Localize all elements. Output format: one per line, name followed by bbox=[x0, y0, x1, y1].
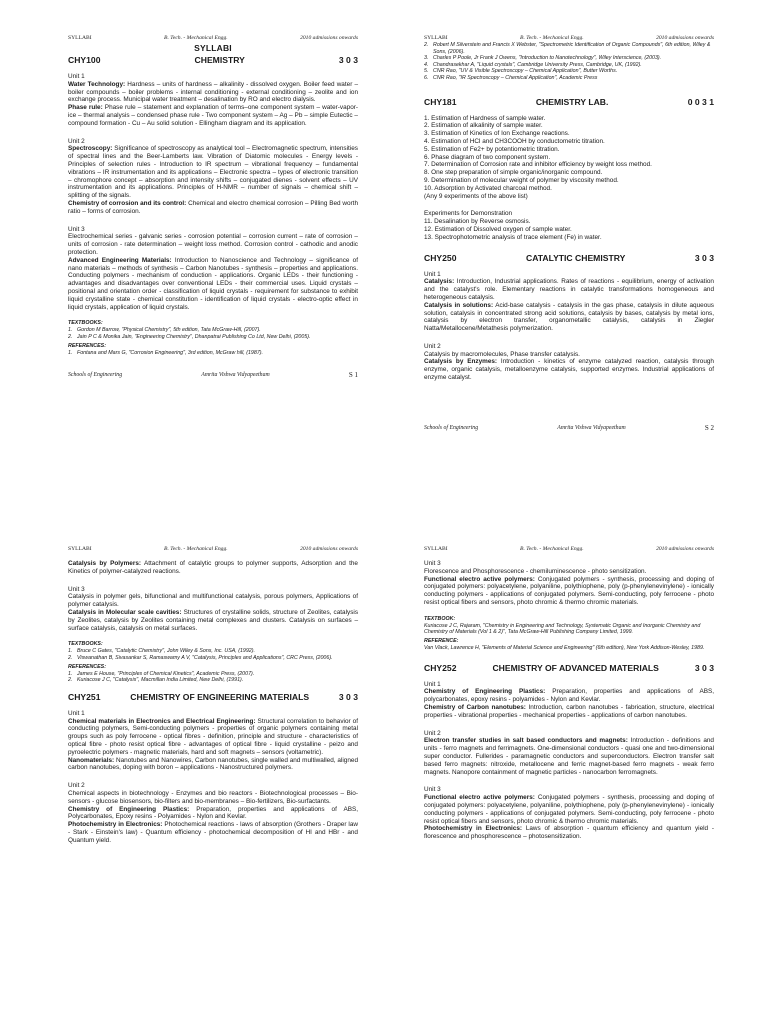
reference-item: 2. Kuriacose J C, "Catalysis", Macmillan India Limited, New Delhi, (1991). bbox=[68, 677, 244, 684]
unit-label: Unit 1 bbox=[68, 73, 85, 80]
textbooks-label: TEXTBOOKS: bbox=[68, 320, 103, 327]
textbook-item: 2. Viswanathan B, Sivasankar S, Ramaswamy A V, "Catalysis, Principles and Applications", CRC Press, (2006). bbox=[68, 654, 333, 661]
list-item: 7. Determination of Corrosion rate and inhibitor efficiency by weight loss method. bbox=[424, 161, 652, 169]
lab-list bbox=[424, 115, 714, 201]
list-item: 5. Estimation of Fe2+ by potentiometric titration. bbox=[424, 145, 560, 153]
topic-text: Chemical aspects in biotechnology - Enzymes and bio reactors - Biotechnological processes – Bio-sensors - glucose biosensors, bio-filters and bio-membranes – Bio-fertilizers, Bio-surfactants. bbox=[68, 789, 358, 805]
list-item: 12. Estimation of Dissolved oxygen of sample water. bbox=[424, 225, 572, 233]
course-name: CHEMISTRY bbox=[194, 55, 245, 65]
course-credits: 3 0 3 bbox=[338, 55, 358, 65]
running-head-left: SYLLABI bbox=[68, 35, 92, 41]
list-item: 11. Desalination by Reverse osmosis. bbox=[424, 218, 531, 226]
topic-text: Catalysis in polymer gels, bifunctional and multifunctional catalysis, porous polymers, Applications of polymer catalysis. bbox=[68, 593, 358, 609]
topic-text: Introduction - definitions and units - ferro magnets and ferrimagnets. One-dimensional conductors - quasi one and two-dimensional super conductor. Fullerides - paramagnetic conductors and superconductors. Electron transfer salt based ferro magnets: nitroxide, metallocene and ferric magnet-based ferro magnets - weak ferro magnets. Nanopore containment of magnetic particles - nanocarbon ferromagnets. bbox=[424, 737, 714, 776]
topic-text: Introduction, Industrial applications. Rates of reactions - equilibrium, energy of activation and the catalyst's role. Elementary reactions in catalytic transformations homogeneous and heterogeneous catalysis. bbox=[424, 278, 714, 301]
running-head-middle: B. Tech. - Mechanical Engg. bbox=[520, 35, 584, 41]
course-code: CHY250 bbox=[424, 252, 457, 263]
topic-text: Chemical and electro chemical corrosion – Pilling Bed worth ratio – forms of corrosion. bbox=[68, 199, 358, 215]
course-heading bbox=[68, 691, 358, 703]
topic-text: Introduction - kinetics of enzyme catalyzed reaction, catalysis through enzyme, organic catalysis, metalloenzyme catalysis, supported enzymes. Industrial applications of enzyme catalyst. bbox=[424, 358, 714, 382]
course-name: CHEMISTRY OF ENGINEERING MATERIALS bbox=[130, 691, 310, 702]
reference-item: 5. CNR Rao, "UV & Visible Spectroscopy – Chemical Application", Butter Worths. bbox=[424, 68, 618, 75]
course-heading bbox=[424, 662, 714, 674]
course-code: CHY100 bbox=[68, 55, 101, 65]
unit-2-continued bbox=[68, 560, 358, 576]
footer-middle: Amrita Vishwa Vidyapeetham bbox=[557, 424, 626, 431]
unit-label: Unit 2 bbox=[68, 782, 85, 790]
topic-text: Structures of crystalline solids, structure of Zeolites, catalysis by Zeolites, catalysis by Zeolites containing metal complexes and clusters. Catalysis on surfaces – surface catalysis, catalysis on metal surfaces. bbox=[68, 608, 359, 632]
footer-left: Schools of Engineering bbox=[68, 372, 123, 379]
topic-text: Preparation, properties and applications of ABS, Polycarbonates, Epoxy resins - Polyamides - Nylon and Kevlar. bbox=[68, 805, 359, 821]
unit-label: Unit 3 bbox=[68, 585, 85, 593]
topic-text: Florescence and Phosphorescence - chemiluminescence - photo sensitization. bbox=[424, 567, 647, 575]
list-item: 10. Adsorption by Activated charcoal method. bbox=[424, 184, 552, 192]
unit-label: Unit 1 bbox=[68, 709, 85, 717]
footer-middle: Amrita Vishwa Vidyapeetham bbox=[201, 372, 270, 379]
topic-heading: Nanomaterials: bbox=[68, 756, 115, 764]
unit-3 bbox=[424, 560, 714, 607]
course-name: CHEMISTRY LAB. bbox=[535, 96, 609, 107]
course-credits: 0 0 3 1 bbox=[687, 96, 714, 107]
course-heading bbox=[424, 96, 714, 108]
course-name: CATALYTIC CHEMISTRY bbox=[526, 252, 626, 263]
topic-heading: Catalysis by Enzymes: bbox=[424, 358, 498, 366]
footer-left: Schools of Engineering bbox=[424, 424, 479, 431]
running-head-right: 2010 admissions onwards bbox=[656, 35, 714, 41]
unit-2 bbox=[424, 343, 714, 382]
list-item: 3. Estimation of Kinetics of Ion Exchange reactions. bbox=[424, 130, 570, 138]
page-s1 bbox=[68, 34, 358, 380]
list-item: 6. Phase diagram of two component system. bbox=[424, 153, 551, 161]
topic-heading: Catalysis: bbox=[424, 278, 455, 286]
topic-heading: Catalysis in Molecular scale cavities: bbox=[68, 608, 182, 616]
references-label: REFERENCE: bbox=[424, 637, 459, 644]
unit-label: Unit 3 bbox=[424, 786, 441, 794]
course-heading bbox=[424, 252, 714, 264]
unit-3b bbox=[424, 786, 714, 841]
reference-item: 3. Charles P Poole, Jr Frank J Owens, "Introduction to Nanotechnology", Wiley Interscience, (2003). bbox=[424, 55, 662, 62]
topic-heading: Phase rule: bbox=[68, 104, 103, 112]
unit-3 bbox=[68, 586, 358, 633]
topic-heading: Water Technology: bbox=[68, 80, 126, 88]
course-credits: 3 0 3 bbox=[338, 691, 358, 702]
unit-2 bbox=[424, 730, 714, 777]
course-code: CHY181 bbox=[424, 96, 457, 107]
course-credits: 3 0 3 bbox=[694, 662, 714, 673]
unit-1 bbox=[424, 271, 714, 333]
course-name: CHEMISTRY OF ADVANCED MATERIALS bbox=[492, 662, 659, 673]
topic-text: Electrochemical series - galvanic series - corrosion potential – corrosion current – rate of corrosion – units of corrosion - rate determination – weight loss method. Corrosion control - cathodic and anodic protection. bbox=[68, 233, 358, 256]
unit-label: Unit 3 bbox=[424, 560, 441, 567]
topic-heading: Catalysis by Polymers: bbox=[68, 560, 142, 567]
running-head bbox=[424, 34, 714, 42]
topic-heading: Chemistry of Engineering Plastics: bbox=[424, 688, 546, 696]
unit-label: Unit 1 bbox=[424, 680, 441, 688]
page-s2 bbox=[424, 34, 714, 433]
list-item: 8. One step preparation of simple organic/inorganic compound. bbox=[424, 169, 603, 177]
unit-label: Unit 2 bbox=[68, 137, 85, 145]
reference-item: 4. Chandrasekhar A, "Liquid crystals", Cambridge University Press, Cambridge, UK, (1992). bbox=[424, 61, 642, 68]
running-head bbox=[424, 545, 714, 553]
running-head-right: 2010 admissions onwards bbox=[300, 35, 358, 41]
list-item: (Any 9 experiments of the above list) bbox=[424, 192, 528, 200]
list-item: 13. Spectrophotometric analysis of trace element (Fe) in water. bbox=[424, 233, 602, 241]
reference-item: 1. Fontana and Mars G, "Corrosion Engineering", 3rd edition, McGraw hill, (1987). bbox=[68, 349, 264, 356]
topic-text: Catalysis by macromolecules, Phase transfer catalysis. bbox=[424, 350, 580, 358]
running-head bbox=[68, 34, 358, 42]
running-head-middle: B. Tech. - Mechanical Engg. bbox=[164, 546, 228, 552]
page-number: S 1 bbox=[348, 371, 358, 380]
topic-text: Introduction to Nanoscience and Technology – significance of nano materials – methods of synthesis – Carbon Nanotubes - synthesis – properties and applications. Conducting polymers - mechanism of conduction - applications. Organic LEDs - their functioning - advantages and disadvantages over conventional LEDs - their commercial uses. Liquid crystals – positional and orientation order - classification of liquid crystals - requirement for substance to exhibit liquid crystalline state - chemical constitution - identification of liquid crystals - electro-optic effect in liquid crystals, application of liquid crystals. bbox=[68, 256, 359, 311]
unit-label: Unit 2 bbox=[424, 729, 441, 737]
textbooks-label: TEXTBOOK: bbox=[424, 615, 456, 622]
topic-heading: Chemistry of Carbon nanotubes: bbox=[424, 703, 526, 711]
course-code: CHY252 bbox=[424, 662, 457, 673]
topic-text: Phase rule – statement and explanation of terms–one component system – water-vapor-ice – thermal analysis – condensed phase rule - Two component system – Ag – Pb – simple Eutectic – compound formation - Cu – Au solid solution - Ellingham diagram and its application. bbox=[68, 104, 359, 127]
demo-list bbox=[424, 210, 714, 241]
course-credits: 3 0 3 bbox=[694, 252, 714, 263]
unit-label: Unit 2 bbox=[424, 342, 441, 350]
reference-item: 6. CNR Rao, "IR Spectroscopy – Chemical Application", Academic Press bbox=[424, 74, 598, 81]
textbooks-label: TEXTBOOKS: bbox=[68, 641, 103, 648]
topic-text: Preparation, properties and applications of ABS, polycarbonates, epoxy resins - polyamides - Nylon and Kevlar. bbox=[424, 688, 715, 704]
topic-heading: Photochemistry in Electronics: bbox=[68, 821, 163, 829]
topic-text: Significance of spectroscopy as analytical tool – Electromagnetic spectrum, intensities of spectral lines and the Beer-Lamberts law. Vibration of Diatomic molecules - Energy levels - Principles of selection rules - Introduction to IR spectrum – vibrational frequency – fundamental vibrations – IR instrumentation and its applications – Electronic spectra – types of electronic transition – chromophore concept – absorption and intensity shifts – conjugated dienes - solvent effects – UV instrumentation and its applications. Principles of H-NMR – number of signals – chemical shift – splitting of the signals. bbox=[68, 145, 358, 200]
running-head-right: 2010 admissions onwards bbox=[300, 546, 358, 552]
topic-text: Laws of absorption - quantum efficiency and quantum yield - florescence and phosphorescence – photosensitization. bbox=[424, 825, 714, 841]
unit-1 bbox=[68, 73, 358, 128]
reference-item: 1. James E House, "Principles of Chemical Kinetics", Academic Press, (2007). bbox=[68, 670, 255, 677]
running-head-right: 2010 admissions onwards bbox=[656, 546, 714, 552]
list-item: 2. Estimation of alkalinity of sample water. bbox=[424, 122, 543, 130]
topic-text: Nanotubes and Nanowires, Carbon nanotubes, single walled and multiwalled, aligned carbon nanotubes, doping with boron – applications - Nanostructured polymers. bbox=[68, 756, 358, 772]
page-s3 bbox=[68, 545, 358, 845]
topic-heading: Chemistry of corrosion and its control: bbox=[68, 199, 187, 207]
list-item: 1. Estimation of Hardness of sample water. bbox=[424, 114, 546, 122]
reference-item: Van Vlack, Lawrence H, "Elements of Material Science and Engineering" (6th edition), New York Addison-Wesley, 1989. bbox=[424, 644, 705, 651]
textbook-item: 1. Bruce C Gates, "Catalytic Chemistry", John Wiley & Sons, Inc. USA, (1992). bbox=[68, 648, 255, 655]
textbook-item: 2. Jain P C & Monika Jain, "Engineering Chemistry", Dhanpatrai Publishing Co Ltd, New Delhi, (2005). bbox=[68, 333, 311, 340]
unit-2 bbox=[68, 782, 358, 844]
topic-text: Photochemical reactions - laws of absorption (Grothers - Draper law - Stark - Einstein's law) - Quantum efficiency - photochemical decomposition of HI and HBr - and Quantum yield. bbox=[68, 821, 358, 844]
topic-text: Structural correlation to behavior of conducting polymers, Semi-conducting polymers - properties of organic polymers containing metal groups such as poly ferrocene - optical fibres - definition, principle and structure - characteristics of optical fibre - photo resist optical fibre - advantages of optical fibre - liquid crystalline - peizo and pyroelectric polymers - magnetic materials, hard and soft magnets – sensors (voltametric). bbox=[68, 717, 358, 756]
running-head bbox=[68, 545, 358, 553]
page-title: SYLLABI bbox=[194, 43, 232, 53]
topic-heading: Electron transfer studies in salt based conductors and magnets: bbox=[424, 737, 628, 745]
references-label: REFERENCES: bbox=[68, 342, 106, 349]
topic-text: Hardness – units of hardness – alkalinity - dissolved oxygen. Boiler feed water – boiler compounds – boiler problems - internal conditioning - external conditioning – zeolite and ion exchange process. Municipal water treatment – desalination by RO and electro dialysis. bbox=[68, 80, 358, 104]
running-head-left: SYLLABI bbox=[424, 35, 448, 41]
list-item: 9. Determination of molecular weight of polymer by viscosity method. bbox=[424, 176, 619, 184]
list-item: 4. Estimation of HCl and CH3COOH by conductometric titration. bbox=[424, 137, 605, 145]
running-head-left: SYLLABI bbox=[424, 546, 448, 552]
topic-heading: Advanced Engineering Materials: bbox=[68, 256, 172, 264]
unit-2 bbox=[68, 138, 358, 216]
page-number: S 2 bbox=[704, 423, 714, 432]
topic-heading: Spectroscopy: bbox=[68, 145, 113, 153]
course-heading bbox=[68, 54, 358, 66]
topic-text: Attachment of catalytic groups to polymer supports, Adsorption and the Kinetics of polymer-catalyzed reactions. bbox=[68, 560, 358, 575]
topic-heading: Chemistry of Engineering Plastics: bbox=[68, 805, 190, 813]
topic-heading: Catalysis in solutions: bbox=[424, 301, 494, 309]
topic-text: Introduction, carbon nanotubes - fabrication, structure, electrical properties - vibrational properties - mechanical properties - applications of carbon nanotubes. bbox=[424, 703, 714, 719]
unit-label: Unit 1 bbox=[424, 270, 441, 278]
demo-label: Experiments for Demonstration bbox=[424, 210, 513, 218]
topic-heading: Photochemistry in Electronics: bbox=[424, 825, 523, 833]
footer bbox=[424, 423, 714, 433]
unit-label: Unit 3 bbox=[68, 225, 85, 233]
unit-1 bbox=[68, 710, 358, 772]
topic-text: Acid-base catalysis - catalysis in the gas phase, catalysis in dilute aqueous solution, catalysis in concentrated strong acid solutions, catalysis by bases, catalysis by metal ions, catalysis by electron transfer, organometallic catalysis, catalysis in Ziegler Natta/Metallocene/Metathesis polymerization. bbox=[424, 301, 715, 333]
unit-3 bbox=[68, 226, 358, 312]
page-s4 bbox=[424, 545, 714, 841]
topic-text: Conjugated polymers - synthesis, processing and doping of conjugated polymers: polyacetylene, polyaniline, polythiophene, poly (p-phenylenevinylene) - ionically conducting polymers - applications of conjugated polymers. Semi-conducting, poly ferrocene - photo resist optical fibers and sensors, photo chromic & thermo chromic materials. bbox=[424, 575, 714, 606]
running-head-middle: B. Tech. - Mechanical Engg. bbox=[164, 35, 228, 41]
references-label: REFERENCES: bbox=[68, 663, 106, 670]
textbook-item: Kuriacose J C, Rajaram, "Chemistry in Engineering and Technology, Systematic Organic and Inorganic Chemistry and Chemistry of Materials (Vol 1 & 2)", Tata McGraw-Hill Publishing Company Limited, 1999. bbox=[424, 622, 701, 636]
textbook-item: 1. Gordon M Barrow, "Physical Chemistry", 5th edition, Tata McGraw-Hill, (2007). bbox=[68, 327, 261, 334]
topic-text: Conjugated polymers - synthesis, processing and doping of conjugated polymers: polyacetylene, polyaniline, polythiophene, poly (p-phenylenevinylene) - ionically conducting polymers - applications of conjugated polymers. Semi-conducting, poly ferrocene - photo resist optical fibers and sensors, photo chromic & thermo chromic materials. bbox=[424, 794, 714, 825]
running-head-left: SYLLABI bbox=[68, 546, 92, 552]
course-code: CHY251 bbox=[68, 691, 101, 702]
topic-heading: Functional electro active polymers: bbox=[424, 794, 535, 802]
topic-heading: Functional electro active polymers: bbox=[424, 575, 535, 583]
running-head-middle: B. Tech. - Mechanical Engg. bbox=[520, 546, 584, 552]
unit-1 bbox=[424, 681, 714, 720]
footer bbox=[68, 370, 358, 380]
reference-item: 2. Robert M Silverstein and Francis X Webster, "Spectrometric Identification of Organic Compounds", 6th edition, Wiley & Sons, (2006). bbox=[424, 42, 711, 55]
topic-heading: Chemical materials in Electronics and Electrical Engineering: bbox=[68, 717, 256, 725]
